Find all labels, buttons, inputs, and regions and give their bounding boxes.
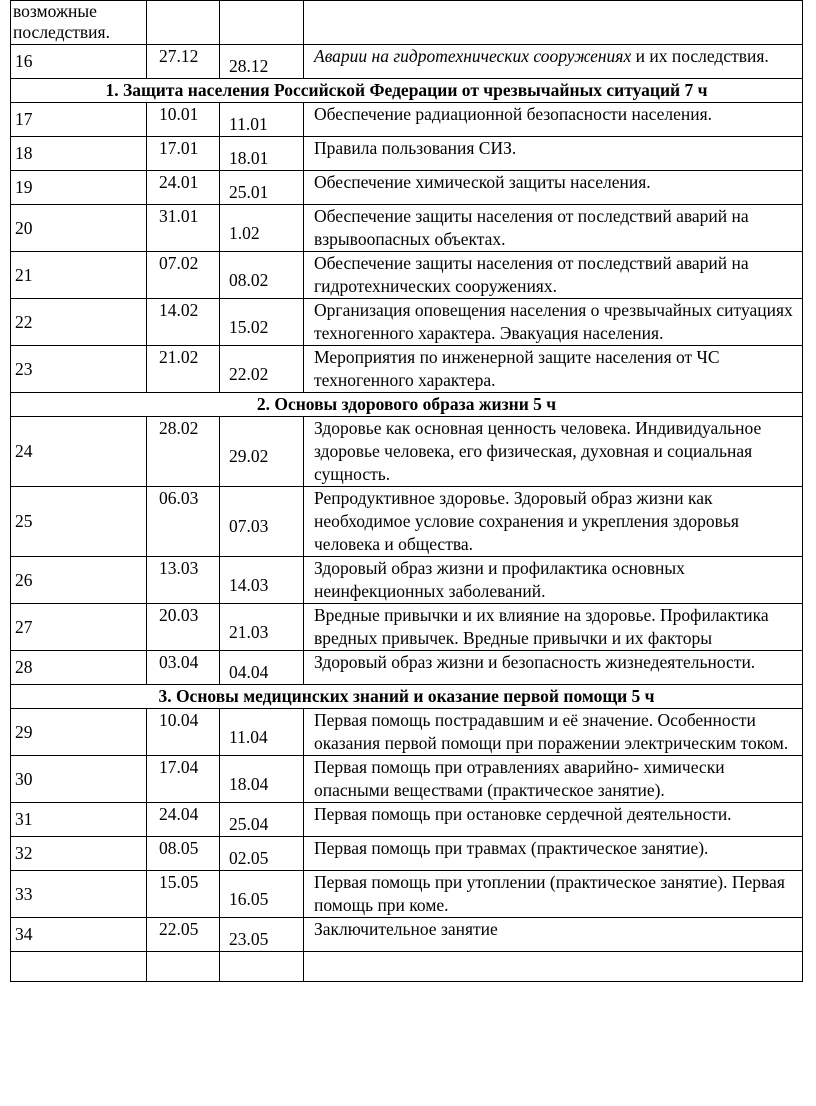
actual-date: 14.03 [220,557,304,604]
lesson-schedule-table [10,0,803,982]
lesson-row [11,487,803,557]
section-title: 3. Основы медицинских знаний и оказание первой помощи 5 ч [11,685,803,709]
planned-date: 17.04 [147,756,220,803]
lesson-number: 26 [11,557,147,604]
lesson-row [11,45,803,79]
planned-date: 13.03 [147,557,220,604]
empty-cell [11,952,147,982]
lesson-row [11,803,803,837]
empty-cell [304,952,803,982]
planned-date: 31.01 [147,205,220,252]
actual-date: 11.01 [220,103,304,137]
planned-date: 24.04 [147,803,220,837]
lesson-topic: Обеспечение защиты населения от последствий аварий на взрывоопасных объектах. [304,205,803,252]
lesson-topic: Первая помощь при утоплении (практическое занятие). Первая помощь при коме. [304,871,803,918]
actual-date: 25.04 [220,803,304,837]
planned-date: 08.05 [147,837,220,871]
lesson-row [11,205,803,252]
empty-row [11,952,803,982]
lesson-topic: Мероприятия по инженерной защите населения от ЧС техногенного характера. [304,346,803,393]
lesson-number: 23 [11,346,147,393]
lesson-topic: Здоровый образ жизни и безопасность жизнедеятельности. [304,651,803,685]
lesson-row [11,756,803,803]
planned-date: 28.02 [147,417,220,487]
lesson-topic: Первая помощь при остановке сердечной деятельности. [304,803,803,837]
planned-date: 21.02 [147,346,220,393]
lesson-row [11,604,803,651]
lesson-row [11,171,803,205]
fragment-row [11,1,803,45]
planned-date: 10.01 [147,103,220,137]
lesson-row [11,103,803,137]
lesson-number: 16 [11,45,147,79]
lesson-number: 28 [11,651,147,685]
actual-date: 25.01 [220,171,304,205]
fragment-cell: возможные последствия. [11,1,147,45]
planned-date: 15.05 [147,871,220,918]
lesson-topic: Первая помощь пострадавшим и её значение. Особенности оказания первой помощи при поражении электрическим током. [304,709,803,756]
lesson-number: 32 [11,837,147,871]
lesson-number: 20 [11,205,147,252]
lesson-topic: Обеспечение химической защиты населения. [304,171,803,205]
actual-date: 08.02 [220,252,304,299]
actual-date: 22.02 [220,346,304,393]
planned-date: 10.04 [147,709,220,756]
planned-date: 14.02 [147,299,220,346]
topic-rest-part: и их последствия. [631,46,769,66]
actual-date: 23.05 [220,918,304,952]
lesson-row [11,252,803,299]
lesson-topic: Вредные привычки и их влияние на здоровье. Профилактика вредных привычек. Вредные привычки и их факторы [304,604,803,651]
planned-date: 07.02 [147,252,220,299]
empty-cell [147,952,220,982]
empty-cell [147,1,220,45]
section-title: 2. Основы здорового образа жизни 5 ч [11,393,803,417]
actual-date: 18.04 [220,756,304,803]
actual-date: 18.01 [220,137,304,171]
lesson-row [11,918,803,952]
lesson-topic: Здоровый образ жизни и профилактика основных неинфекционных заболеваний. [304,557,803,604]
section-header-row [11,393,803,417]
empty-cell [220,952,304,982]
lesson-number: 21 [11,252,147,299]
lesson-topic: Заключительное занятие [304,918,803,952]
lesson-row [11,837,803,871]
topic-italic-part: Аварии на гидротехнических сооружениях [314,46,632,66]
lesson-topic: Обеспечение радиационной безопасности населения. [304,103,803,137]
lesson-number: 18 [11,137,147,171]
lesson-number: 17 [11,103,147,137]
planned-date: 03.04 [147,651,220,685]
actual-date: 21.03 [220,604,304,651]
lesson-number: 31 [11,803,147,837]
section-header-row [11,685,803,709]
lesson-topic: Первая помощь при травмах (практическое занятие). [304,837,803,871]
lesson-row [11,299,803,346]
actual-date: 02.05 [220,837,304,871]
lesson-number: 22 [11,299,147,346]
lesson-topic [304,45,803,79]
lesson-number: 27 [11,604,147,651]
planned-date: 17.01 [147,137,220,171]
planned-date: 20.03 [147,604,220,651]
lesson-number: 30 [11,756,147,803]
planned-date: 27.12 [147,45,220,79]
lesson-row [11,651,803,685]
lesson-number: 29 [11,709,147,756]
schedule-body [11,1,803,982]
actual-date: 16.05 [220,871,304,918]
planned-date: 24.01 [147,171,220,205]
lesson-number: 33 [11,871,147,918]
lesson-row [11,709,803,756]
lesson-topic: Репродуктивное здоровье. Здоровый образ жизни как необходимое условие сохранения и укрепления здоровья человека и общества. [304,487,803,557]
lesson-topic: Обеспечение защиты населения от последствий аварий на гидротехнических сооружениях. [304,252,803,299]
section-title: 1. Защита населения Российской Федерации от чрезвычайных ситуаций 7 ч [11,79,803,103]
lesson-row [11,346,803,393]
lesson-number: 24 [11,417,147,487]
lesson-row [11,557,803,604]
actual-date: 28.12 [220,45,304,79]
lesson-number: 25 [11,487,147,557]
lesson-number: 34 [11,918,147,952]
lesson-row [11,417,803,487]
empty-cell [220,1,304,45]
actual-date: 04.04 [220,651,304,685]
actual-date: 1.02 [220,205,304,252]
planned-date: 06.03 [147,487,220,557]
planned-date: 22.05 [147,918,220,952]
actual-date: 07.03 [220,487,304,557]
section-header-row [11,79,803,103]
lesson-row [11,137,803,171]
lesson-number: 19 [11,171,147,205]
actual-date: 11.04 [220,709,304,756]
empty-cell [304,1,803,45]
actual-date: 29.02 [220,417,304,487]
lesson-topic: Правила пользования СИЗ. [304,137,803,171]
lesson-topic: Здоровье как основная ценность человека. Индивидуальное здоровье человека, его физическая, духовная и социальная сущность. [304,417,803,487]
lesson-row [11,871,803,918]
actual-date: 15.02 [220,299,304,346]
lesson-topic: Первая помощь при отравлениях аварийно- химически опасными веществами (практическое занятие). [304,756,803,803]
lesson-topic: Организация оповещения населения о чрезвычайных ситуациях техногенного характера. Эвакуация населения. [304,299,803,346]
